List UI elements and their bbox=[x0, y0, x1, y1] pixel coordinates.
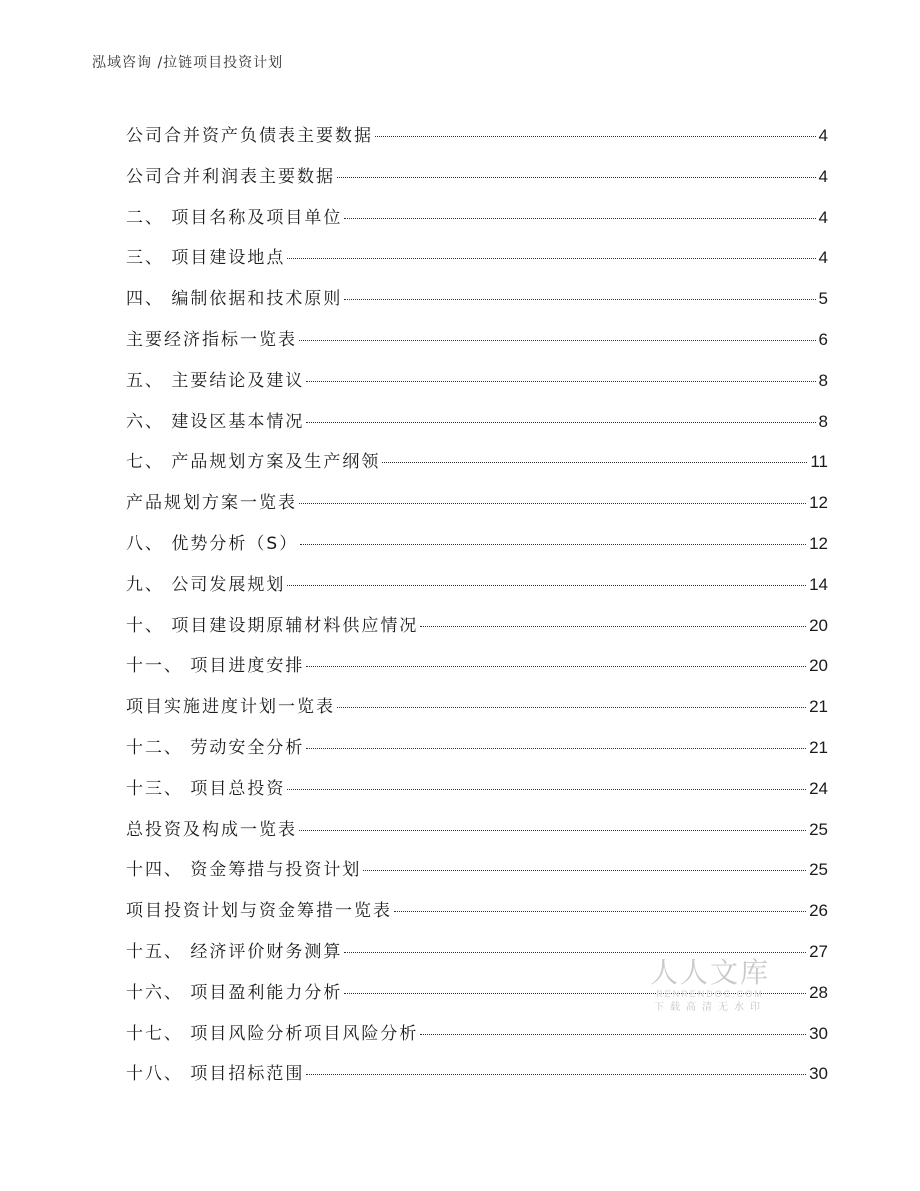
toc-leader-dots bbox=[306, 1074, 806, 1075]
toc-entry[interactable] bbox=[126, 1019, 828, 1060]
toc-entry[interactable] bbox=[126, 692, 828, 733]
watermark-subtitle: RENRENDOC.COM bbox=[656, 989, 764, 999]
toc-leader-dots bbox=[306, 666, 806, 667]
toc-entry-title: 六、 建设区基本情况 bbox=[126, 411, 305, 432]
toc-leader-dots bbox=[337, 707, 806, 708]
toc-entry[interactable] bbox=[126, 1059, 828, 1100]
toc-entry-title: 项目投资计划与资金筹措一览表 bbox=[126, 901, 392, 922]
watermark-tagline: 下载高清无水印 bbox=[654, 1002, 766, 1013]
toc-entry[interactable] bbox=[126, 815, 828, 856]
toc-entry[interactable] bbox=[126, 121, 828, 162]
toc-leader-dots bbox=[306, 748, 806, 749]
toc-leader-dots bbox=[299, 340, 816, 341]
toc-leader-dots bbox=[300, 544, 806, 545]
toc-entry[interactable] bbox=[126, 570, 828, 611]
toc-entry-page: 4 bbox=[818, 126, 828, 145]
toc-leader-dots bbox=[299, 503, 806, 504]
toc-entry-title: 七、 产品规划方案及生产纲领 bbox=[126, 452, 381, 473]
toc-leader-dots bbox=[337, 177, 816, 178]
toc-entry-page: 6 bbox=[818, 329, 828, 349]
toc-entry-title: 十三、 项目总投资 bbox=[126, 778, 286, 799]
toc-entry-title: 十四、 资金筹措与投资计划 bbox=[126, 860, 362, 881]
toc-entry-page: 30 bbox=[809, 1023, 828, 1043]
toc-entry-page: 20 bbox=[809, 656, 828, 676]
toc-entry-title: 八、 优势分析（S） bbox=[126, 533, 299, 554]
toc-entry-title: 五、 主要结论及建议 bbox=[126, 370, 305, 391]
toc-entry[interactable] bbox=[126, 488, 828, 529]
toc-leader-dots bbox=[299, 830, 806, 831]
toc-entry-title: 十七、 项目风险分析项目风险分析 bbox=[126, 1023, 419, 1044]
toc-entry-page: 28 bbox=[809, 982, 828, 1002]
toc-entry[interactable] bbox=[126, 325, 828, 366]
toc-leader-dots bbox=[420, 626, 806, 627]
toc-leader-dots bbox=[344, 952, 806, 953]
toc-entry[interactable] bbox=[126, 243, 828, 284]
toc-entry-page: 11 bbox=[810, 452, 828, 472]
toc-leader-dots bbox=[420, 1034, 806, 1035]
toc-entry[interactable] bbox=[126, 855, 828, 896]
watermark-title: 人人文库 bbox=[649, 956, 770, 989]
toc-entry-title: 总投资及构成一览表 bbox=[126, 819, 297, 840]
toc-leader-dots bbox=[382, 462, 807, 463]
toc-entry-page: 4 bbox=[818, 248, 828, 268]
toc-entry-title: 十二、 劳动安全分析 bbox=[126, 737, 305, 758]
toc-entry-page: 14 bbox=[809, 574, 828, 594]
table-of-contents bbox=[126, 121, 828, 1100]
toc-entry-page: 25 bbox=[809, 819, 828, 839]
toc-leader-dots bbox=[287, 585, 806, 586]
toc-leader-dots bbox=[306, 381, 815, 382]
toc-entry[interactable] bbox=[126, 651, 828, 692]
toc-entry-page: 30 bbox=[809, 1064, 828, 1084]
toc-entry[interactable] bbox=[126, 896, 828, 937]
toc-entry-page: 8 bbox=[818, 370, 828, 390]
toc-entry-page: 20 bbox=[809, 615, 828, 635]
toc-entry[interactable] bbox=[126, 203, 828, 244]
toc-entry-page: 24 bbox=[809, 778, 828, 798]
toc-entry-title: 三、 项目建设地点 bbox=[126, 248, 286, 269]
toc-entry-page: 27 bbox=[809, 941, 828, 961]
toc-entry-title: 主要经济指标一览表 bbox=[126, 329, 297, 350]
toc-entry-page: 4 bbox=[818, 166, 828, 186]
toc-leader-dots bbox=[344, 218, 815, 219]
toc-entry-title: 二、 项目名称及项目单位 bbox=[126, 207, 343, 228]
toc-entry[interactable] bbox=[126, 366, 828, 407]
toc-entry-title: 产品规划方案一览表 bbox=[126, 493, 297, 514]
toc-entry-title: 十、 项目建设期原辅材料供应情况 bbox=[126, 615, 419, 636]
toc-entry[interactable] bbox=[126, 733, 828, 774]
toc-entry-page: 21 bbox=[809, 737, 828, 757]
toc-entry[interactable] bbox=[126, 529, 828, 570]
toc-entry-title: 九、 公司发展规划 bbox=[126, 574, 286, 595]
toc-entry[interactable] bbox=[126, 407, 828, 448]
toc-entry-page: 4 bbox=[818, 207, 828, 227]
toc-entry-page: 21 bbox=[809, 697, 828, 717]
toc-leader-dots bbox=[306, 422, 815, 423]
toc-entry[interactable] bbox=[126, 611, 828, 652]
toc-entry-page: 25 bbox=[809, 860, 828, 880]
toc-entry-title: 项目实施进度计划一览表 bbox=[126, 697, 335, 718]
toc-leader-dots bbox=[344, 299, 815, 300]
toc-entry-title: 十八、 项目招标范围 bbox=[126, 1064, 305, 1085]
toc-entry-page: 8 bbox=[818, 411, 828, 431]
toc-entry[interactable] bbox=[126, 162, 828, 203]
toc-leader-dots bbox=[287, 258, 815, 259]
watermark-logo bbox=[646, 958, 774, 1016]
toc-entry-page: 26 bbox=[809, 901, 828, 921]
toc-entry-title: 公司合并资产负债表主要数据 bbox=[126, 126, 373, 146]
toc-entry-page: 5 bbox=[818, 289, 828, 309]
toc-entry-page: 12 bbox=[809, 493, 828, 513]
toc-entry[interactable] bbox=[126, 447, 828, 488]
toc-entry-page: 12 bbox=[809, 533, 828, 553]
toc-leader-dots bbox=[375, 136, 816, 137]
toc-entry-title: 十一、 项目进度安排 bbox=[126, 656, 305, 677]
toc-entry-title: 四、 编制依据和技术原则 bbox=[126, 289, 343, 310]
page-header: 泓域咨询 /拉链项目投资计划 bbox=[92, 55, 284, 71]
toc-entry-title: 公司合并利润表主要数据 bbox=[126, 166, 335, 187]
toc-entry[interactable] bbox=[126, 284, 828, 325]
toc-entry-title: 十六、 项目盈利能力分析 bbox=[126, 982, 343, 1003]
toc-leader-dots bbox=[394, 911, 806, 912]
toc-leader-dots bbox=[287, 789, 806, 790]
toc-entry[interactable] bbox=[126, 774, 828, 815]
toc-leader-dots bbox=[363, 870, 806, 871]
toc-entry-title: 十五、 经济评价财务测算 bbox=[126, 941, 343, 962]
